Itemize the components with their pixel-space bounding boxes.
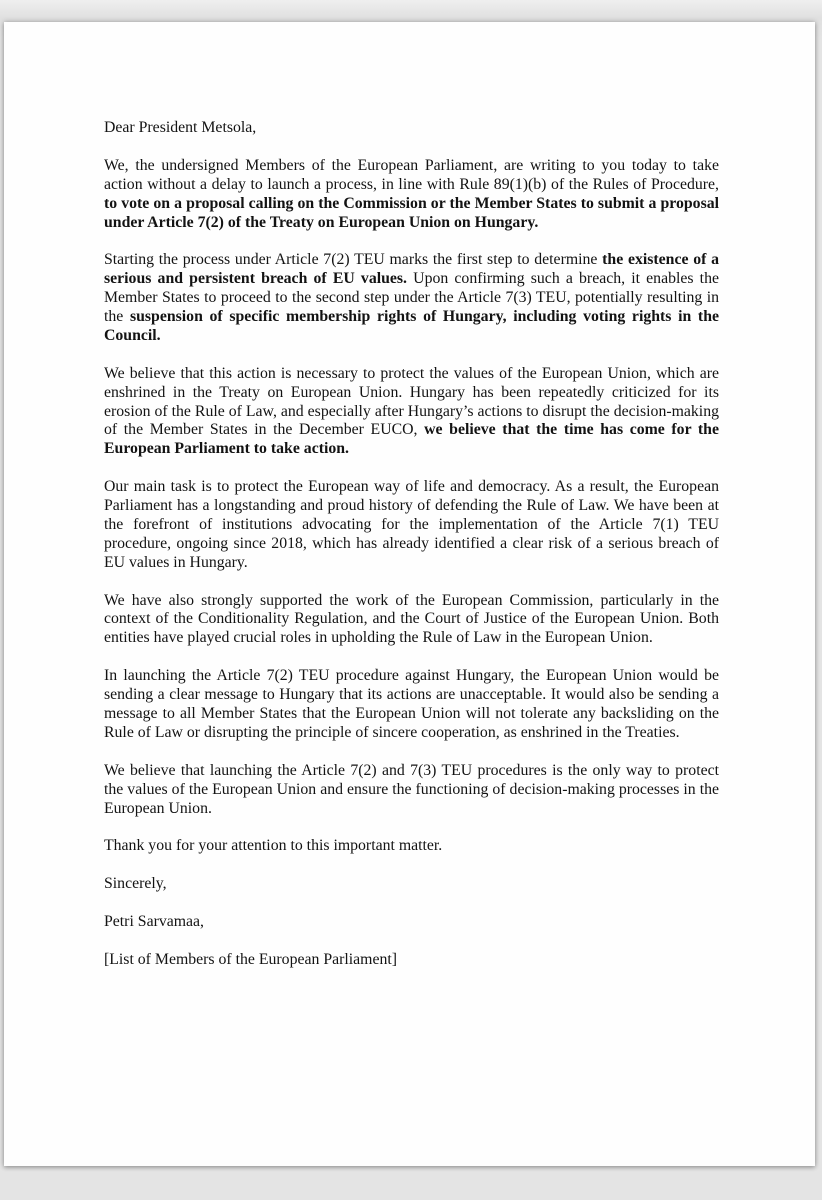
text-run: We, the undersigned Members of the European Parliament, are writing to you today to take action without a delay to launch a process, in line with Rule 89(1)(b) of the Rules of Procedure, — [104, 156, 719, 193]
text-run: We believe that launching the Article 7(2) and 7(3) TEU procedures is the only way to protect the values of the European Union and ensure the functioning of decision-making processes in the European Union. — [104, 761, 719, 817]
letter-page — [4, 22, 815, 1166]
letter-body — [104, 157, 719, 819]
text-run: suspension of specific membership rights of Hungary, including voting rights in the Council. — [104, 308, 719, 344]
letter-paragraph — [104, 365, 719, 460]
letter-paragraph — [104, 251, 719, 346]
text-run: the existence of a serious and persistent breach of EU values. — [104, 251, 719, 288]
signatories-placeholder: [List of Members of the European Parliament] — [104, 950, 398, 968]
letter-content — [4, 22, 815, 1166]
text-run: We have also strongly supported the work of the European Commission, particularly in the context of the Conditionality Regulation, and the Court of Justice of the European Union. Both entities have played crucial roles in upholding the Rule of Law in the European Union. — [104, 591, 719, 647]
text-run: Our main task is to protect the European way of life and democracy. As a result, the European Parliament has a longstanding and proud history of defending the Rule of Law. We have been at the forefront of institutions advocating for the implementation of the Article 7(1) TEU procedure, ongoing since 2018, which has already identified a clear risk of a serious breach of EU values in Hungary. — [104, 478, 719, 571]
salutation: Dear President Metsola, — [104, 119, 257, 136]
text-run: Starting the process under Article 7(2) TEU marks the first step to determine — [104, 251, 603, 269]
text-run: We believe that this action is necessary to protect the values of the European Union, which are enshrined in the Treaty on European Union. Hungary has been repeatedly criticized for its erosion of the Rule of Law, and especially after Hungary’s actions to disrupt the decision-making of the Member States in the December EUCO, — [104, 364, 719, 439]
letter-paragraph — [104, 592, 719, 649]
letter-paragraph — [104, 762, 719, 819]
text-run: to vote on a proposal calling on the Commission or the Member States to submit a proposal under Article 7(2) of the Treaty on European Union on Hungary. — [104, 194, 719, 231]
text-run: we believe that the time has come for the European Parliament to take action. — [104, 421, 719, 458]
closing-line: Sincerely, — [104, 875, 167, 893]
text-run: In launching the Article 7(2) TEU procedure against Hungary, the European Union would be sending a clear message to Hungary that its actions are unacceptable. It would also be sending a message to all Member States that the European Union will not tolerate any backsliding on the Rule of Law or disrupting the principle of sincere cooperation, as enshrined in the Treaties. — [104, 667, 719, 741]
letter-paragraph — [104, 478, 719, 573]
letter-paragraph — [104, 157, 719, 233]
letter-paragraph — [104, 667, 719, 743]
signature-name: Petri Sarvamaa, — [104, 912, 205, 930]
text-run: Upon confirming such a breach, it enables the Member States to proceed to the second step under the Article 7(3) TEU, potentially resulting in the — [104, 270, 719, 326]
thanks-line: Thank you for your attention to this important matter. — [104, 837, 443, 855]
